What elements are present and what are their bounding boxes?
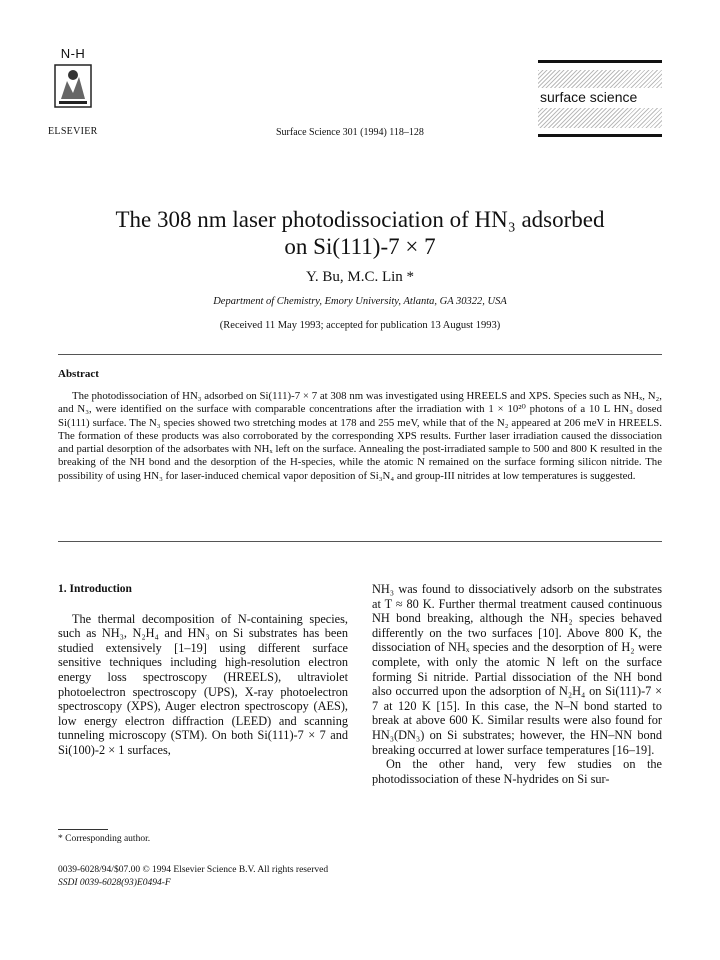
article-affiliation: Department of Chemistry, Emory University, Atlanta, GA 30322, USA <box>213 296 507 307</box>
article-authors: Y. Bu, M.C. Lin * <box>305 269 415 285</box>
publisher-name: ELSEVIER <box>48 126 98 137</box>
publisher-emblem-icon <box>53 63 93 109</box>
copyright-line: 0039-6028/94/$07.00 © 1994 Elsevier Science B.V. All rights reserved <box>58 865 329 875</box>
journal-banner-hatch-top <box>538 70 662 88</box>
abstract-top-rule <box>58 354 662 355</box>
intro-paragraph-right-1: NH₃ was found to dissociatively adsorb on the substrates at T ≈ 80 K. Further thermal treatment caused continuous NH bond breaking, although the NH₂ species behaved differently on the two surfaces [10]. Above 800 K, the dissociation of NHₓ species and the desorption of H₂ were complete, with only the atomic N left on the surface forming Si nitride. Partial dissociation of the NH bond also occurred upon the adsorption of N₂H₄ on Si(111)-7 × 7 at 120 K [15]. In this case, the N–N bond started to break at above 600 K. Similar results were also found for HN₃(DN₃) on Si substrates; however, the HN–NN bond breaking occurred at lower surface temperatures [16–19]. <box>372 582 662 757</box>
publisher-logo <box>48 46 98 109</box>
left-column <box>58 582 348 758</box>
journal-banner-top-rule <box>538 60 662 63</box>
journal-citation: Surface Science 301 (1994) 118–128 <box>276 127 424 138</box>
journal-name: surface science <box>540 89 638 105</box>
abstract-text: The photodissociation of HN₃ adsorbed on Si(111)-7 × 7 at 308 nm was investigated using HREELS and XPS. Species such as NHₓ, N₂, and N₃, were identified on the surface with comparable concentrations after the irradiation with 1 × 10²⁰ photons of a 10 L HN₃ dosed Si(111) surface. The N₃ species showed two stretching modes at 178 and 255 meV, while that of the N₂ appeared at 206 meV in HREELS. The formation of these products was also corroborated by the corresponding XPS results. Further laser irradiation caused the dissociation and partial desorption of the adsorbates with NHₓ left on the surface. Annealing the post-irradiated sample to 500 and 800 K resulted in the breaking of the NH bond and the desorption of the H-species, while the atomic N remained on the surface forming silicon nitride. The possibility of using HN₃ for laser-induced chemical vapor deposition of Si₃N₄ and group-III nitrides at low temperatures is suggested. <box>58 390 662 482</box>
title-block <box>60 206 660 260</box>
ssdi-line: SSDI 0039-6028(93)E0494-F <box>58 878 171 888</box>
article-title-line1: The 308 nm laser photodissociation of HN₃ adsorbed <box>115 207 605 232</box>
abstract-bottom-rule <box>58 541 662 542</box>
article-received: (Received 11 May 1993; accepted for publication 13 August 1993) <box>219 320 501 331</box>
intro-paragraph-right-2: On the other hand, very few studies on the photodissociation of these N-hydrides on Si sur- <box>372 757 662 786</box>
footnote-rule <box>58 829 108 830</box>
right-column <box>372 582 662 786</box>
intro-paragraph-left: The thermal decomposition of N-containing species, such as NH₃, N₂H₄ and HN₃ on Si substrates has been studied extensively [1–19] using different surface sensitive techniques including high-resolution electron energy loss spectroscopy (HREELS), ultraviolet photoelectron spectroscopy (UPS), X-ray photoelectron spectroscopy (XPS), Auger electron spectroscopy (AES), low energy electron diffraction (LEED) and scanning tunneling microscopy (STM). On both Si(111)-7 × 7 and Si(100)-2 × 1 surfaces, <box>58 611 348 757</box>
footnote-corresponding-author: * Corresponding author. <box>58 834 151 844</box>
journal-banner-hatch-bottom <box>538 108 662 128</box>
article-title-line2: on Si(111)-7 × 7 <box>284 234 436 259</box>
abstract-heading: Abstract <box>58 368 99 380</box>
publisher-logo-text: N-H <box>60 46 86 61</box>
section-heading: 1. Introduction <box>58 583 132 595</box>
journal-banner-bottom-rule <box>538 134 662 137</box>
